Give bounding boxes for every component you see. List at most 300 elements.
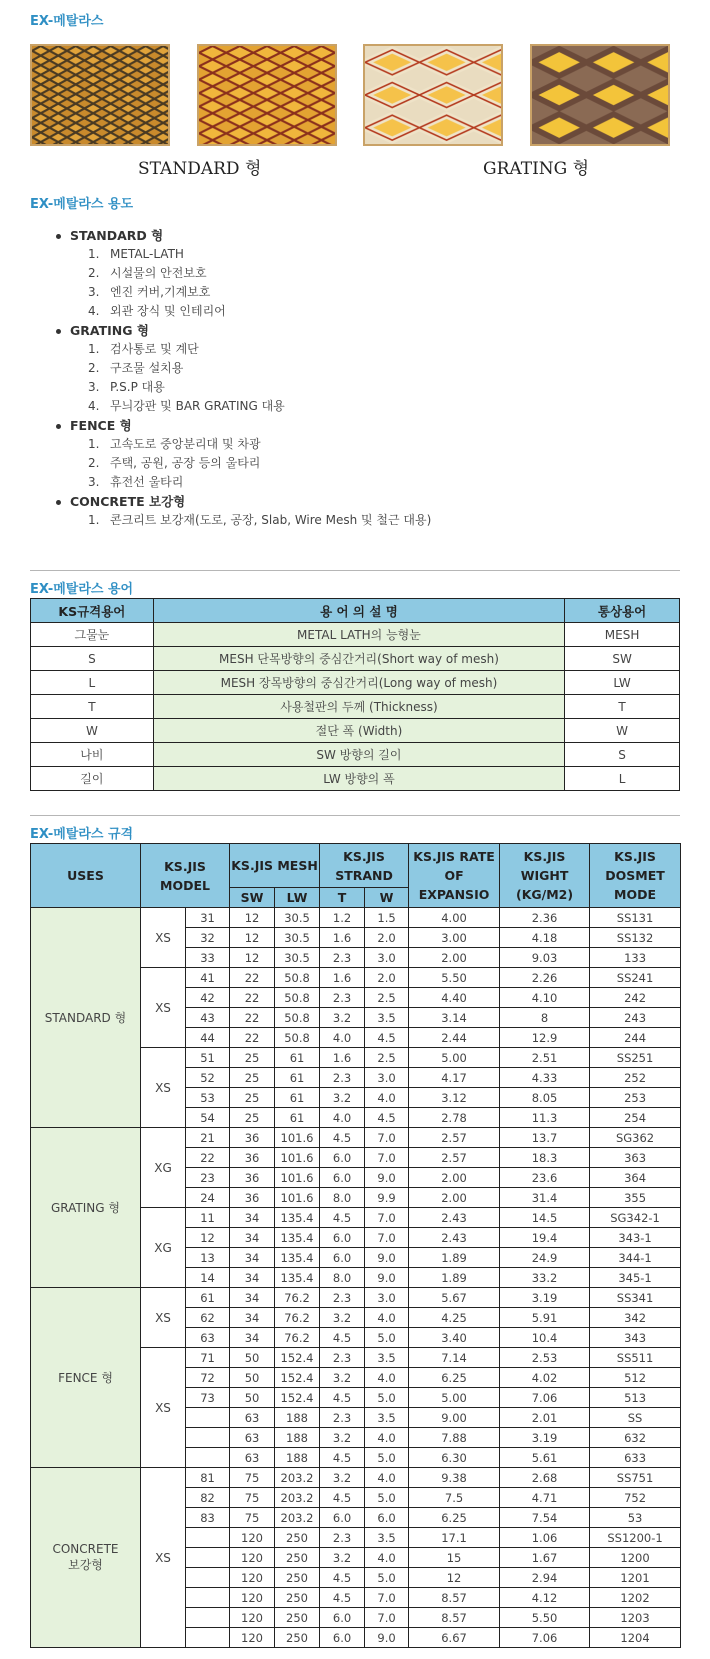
cell-t: 6.0 [320, 1228, 365, 1248]
cell-weight: 19.4 [500, 1228, 590, 1248]
cell-sw: 36 [230, 1128, 275, 1148]
use-item-text: 고속도로 중앙분리대 및 차광 [110, 437, 261, 451]
cell-weight: 4.33 [500, 1068, 590, 1088]
cell-t: 8.0 [320, 1188, 365, 1208]
cell-weight: 5.61 [500, 1448, 590, 1468]
caption-standard: STANDARD 형 [138, 159, 262, 179]
cell-sw: 75 [230, 1508, 275, 1528]
cell-sw: 34 [230, 1208, 275, 1228]
term-ks: S [31, 647, 154, 671]
cell-t: 2.3 [320, 988, 365, 1008]
use-item-number: 3. [88, 475, 100, 489]
term-ks: L [31, 671, 154, 695]
cell-lw: 250 [275, 1588, 320, 1608]
cell-weight: 2.26 [500, 968, 590, 988]
cell-rate: 5.00 [409, 1388, 500, 1408]
use-category: STANDARD 형 [52, 226, 552, 245]
cell-dosmet: 344-1 [590, 1248, 681, 1268]
cell-weight: 4.02 [500, 1368, 590, 1388]
cell-lw: 203.2 [275, 1468, 320, 1488]
cell-w: 9.0 [365, 1628, 409, 1648]
cell-w: 4.0 [365, 1088, 409, 1108]
cell-rate: 4.17 [409, 1068, 500, 1088]
cell-t: 4.0 [320, 1108, 365, 1128]
cell-lw: 50.8 [275, 988, 320, 1008]
cell-rate: 3.14 [409, 1008, 500, 1028]
spec-header-rate: KS.JIS RATE OF EXPANSIO [409, 844, 500, 908]
use-item-text: 엔진 커버,기계보호 [110, 285, 211, 299]
cell-lw: 76.2 [275, 1308, 320, 1328]
cell-weight: 2.36 [500, 908, 590, 928]
cell-model-no: 21 [186, 1128, 230, 1148]
cell-rate: 4.25 [409, 1308, 500, 1328]
cell-t: 6.0 [320, 1508, 365, 1528]
use-item [52, 359, 552, 378]
cell-dosmet: 133 [590, 948, 681, 968]
cell-rate: 6.67 [409, 1628, 500, 1648]
cell-lw: 203.2 [275, 1508, 320, 1528]
cell-rate: 4.40 [409, 988, 500, 1008]
standard-mesh-image-2 [197, 44, 337, 146]
cell-rate: 7.88 [409, 1428, 500, 1448]
cell-t: 6.0 [320, 1608, 365, 1628]
cell-w: 3.0 [365, 948, 409, 968]
cell-rate: 7.5 [409, 1488, 500, 1508]
cell-dosmet: 53 [590, 1508, 681, 1528]
term-common: SW [565, 647, 680, 671]
cell-rate: 8.57 [409, 1588, 500, 1608]
cell-rate: 5.00 [409, 1048, 500, 1068]
cell-dosmet: 342 [590, 1308, 681, 1328]
use-item-text: 검사통로 및 계단 [110, 342, 199, 356]
cell-t: 6.0 [320, 1168, 365, 1188]
terms-row [31, 767, 680, 791]
use-category: CONCRETE 보강형 [52, 492, 552, 511]
cell-sw: 22 [230, 988, 275, 1008]
spec-header-weight: KS.JIS WIGHT (KG/M2) [500, 844, 590, 908]
cell-weight: 7.06 [500, 1388, 590, 1408]
cell-dosmet: 1202 [590, 1588, 681, 1608]
cell-w: 3.5 [365, 1348, 409, 1368]
cell-model-no: 11 [186, 1208, 230, 1228]
cell-w: 9.0 [365, 1248, 409, 1268]
cell-sw: 25 [230, 1068, 275, 1088]
cell-t: 2.3 [320, 1528, 365, 1548]
cell-rate: 6.30 [409, 1448, 500, 1468]
spec-row [31, 1128, 681, 1148]
cell-lw: 135.4 [275, 1208, 320, 1228]
cell-w: 4.0 [365, 1308, 409, 1328]
cell-sw: 120 [230, 1608, 275, 1628]
cell-model: XG [141, 1128, 186, 1208]
cell-sw: 25 [230, 1048, 275, 1068]
term-desc: SW 방향의 길이 [153, 743, 564, 767]
use-item [52, 245, 552, 264]
spec-header-lw: LW [275, 888, 320, 908]
cell-dosmet: 513 [590, 1388, 681, 1408]
cell-model-no [186, 1448, 230, 1468]
cell-rate: 1.89 [409, 1268, 500, 1288]
term-desc: MESH 장목방향의 중심간거리(Long way of mesh) [153, 671, 564, 695]
cell-t: 2.3 [320, 1408, 365, 1428]
cell-model-no: 63 [186, 1328, 230, 1348]
cell-dosmet: 242 [590, 988, 681, 1008]
cell-lw: 101.6 [275, 1188, 320, 1208]
cell-sw: 34 [230, 1248, 275, 1268]
cell-weight: 4.71 [500, 1488, 590, 1508]
use-item [52, 511, 552, 530]
cell-model-no [186, 1408, 230, 1428]
section-title-spec: EX-메탈라스 규격 [30, 827, 134, 842]
term-common: LW [565, 671, 680, 695]
cell-sw: 25 [230, 1088, 275, 1108]
use-item-number: 4. [88, 399, 100, 413]
use-item-number: 2. [88, 456, 100, 470]
cell-weight: 3.19 [500, 1428, 590, 1448]
cell-rate: 4.00 [409, 908, 500, 928]
spec-header-uses: USES [31, 844, 141, 908]
cell-model-no: 31 [186, 908, 230, 928]
cell-model-no [186, 1608, 230, 1628]
cell-lw: 188 [275, 1408, 320, 1428]
cell-sw: 75 [230, 1488, 275, 1508]
cell-lw: 50.8 [275, 1008, 320, 1028]
term-desc: MESH 단목방향의 중심간거리(Short way of mesh) [153, 647, 564, 671]
cell-uses: CONCRETE 보강형 [31, 1468, 141, 1648]
spec-row [31, 908, 681, 928]
cell-w: 4.0 [365, 1548, 409, 1568]
cell-dosmet: SS511 [590, 1348, 681, 1368]
terms-header-desc: 용 어 의 설 명 [153, 599, 564, 623]
cell-lw: 152.4 [275, 1368, 320, 1388]
cell-model-no: 51 [186, 1048, 230, 1068]
use-item-text: 휴전선 울타리 [110, 475, 184, 489]
cell-dosmet: 633 [590, 1448, 681, 1468]
cell-weight: 5.50 [500, 1608, 590, 1628]
cell-w: 5.0 [365, 1488, 409, 1508]
cell-model: XS [141, 1048, 186, 1128]
cell-dosmet: SS341 [590, 1288, 681, 1308]
use-category: GRATING 형 [52, 321, 552, 340]
cell-sw: 50 [230, 1388, 275, 1408]
spec-header-w: W [365, 888, 409, 908]
cell-sw: 50 [230, 1368, 275, 1388]
cell-rate: 17.1 [409, 1528, 500, 1548]
cell-w: 3.5 [365, 1408, 409, 1428]
cell-weight: 4.12 [500, 1588, 590, 1608]
cell-model-no: 43 [186, 1008, 230, 1028]
cell-weight: 4.10 [500, 988, 590, 1008]
cell-rate: 5.67 [409, 1288, 500, 1308]
use-item [52, 378, 552, 397]
spec-table [30, 843, 681, 1648]
use-item-text: 주택, 공원, 공장 등의 울타리 [110, 456, 261, 470]
cell-weight: 24.9 [500, 1248, 590, 1268]
cell-sw: 34 [230, 1288, 275, 1308]
cell-rate: 9.38 [409, 1468, 500, 1488]
cell-lw: 152.4 [275, 1348, 320, 1368]
cell-lw: 135.4 [275, 1228, 320, 1248]
cell-w: 5.0 [365, 1568, 409, 1588]
use-item-number: 3. [88, 285, 100, 299]
cell-weight: 12.9 [500, 1028, 590, 1048]
cell-lw: 203.2 [275, 1488, 320, 1508]
use-item-number: 1. [88, 513, 100, 527]
term-common: S [565, 743, 680, 767]
cell-uses: GRATING 형 [31, 1128, 141, 1288]
cell-sw: 25 [230, 1108, 275, 1128]
cell-dosmet: SS751 [590, 1468, 681, 1488]
cell-dosmet: 244 [590, 1028, 681, 1048]
cell-w: 4.0 [365, 1428, 409, 1448]
cell-lw: 152.4 [275, 1388, 320, 1408]
cell-model-no: 82 [186, 1488, 230, 1508]
cell-t: 1.6 [320, 928, 365, 948]
standard-mesh-image-1 [30, 44, 170, 146]
cell-sw: 34 [230, 1228, 275, 1248]
cell-dosmet: 355 [590, 1188, 681, 1208]
cell-dosmet: 254 [590, 1108, 681, 1128]
cell-rate: 3.00 [409, 928, 500, 948]
cell-lw: 101.6 [275, 1168, 320, 1188]
cell-rate: 2.57 [409, 1148, 500, 1168]
cell-sw: 63 [230, 1428, 275, 1448]
use-item-number: 1. [88, 437, 100, 451]
divider [30, 815, 680, 816]
cell-uses: FENCE 형 [31, 1288, 141, 1468]
cell-w: 7.0 [365, 1608, 409, 1628]
cell-t: 4.5 [320, 1448, 365, 1468]
terms-row [31, 623, 680, 647]
use-item [52, 435, 552, 454]
cell-weight: 4.18 [500, 928, 590, 948]
cell-lw: 61 [275, 1068, 320, 1088]
use-item-number: 3. [88, 380, 100, 394]
grating-mesh-image-2 [530, 44, 670, 146]
use-item [52, 473, 552, 492]
terms-header-ks: KS규격용어 [31, 599, 154, 623]
cell-rate: 2.44 [409, 1028, 500, 1048]
cell-model-no [186, 1428, 230, 1448]
cell-w: 4.5 [365, 1028, 409, 1048]
term-ks: 길이 [31, 767, 154, 791]
cell-w: 7.0 [365, 1208, 409, 1228]
spec-header-t: T [320, 888, 365, 908]
cell-model-no [186, 1548, 230, 1568]
term-ks: 그물눈 [31, 623, 154, 647]
cell-model-no: 62 [186, 1308, 230, 1328]
cell-t: 6.0 [320, 1248, 365, 1268]
use-item-text: 콘크리트 보강재(도로, 공장, Slab, Wire Mesh 및 철근 대용) [110, 513, 432, 527]
use-item-number: 1. [88, 247, 100, 261]
cell-t: 3.2 [320, 1368, 365, 1388]
cell-weight: 2.01 [500, 1408, 590, 1428]
cell-lw: 61 [275, 1108, 320, 1128]
cell-dosmet: 243 [590, 1008, 681, 1028]
cell-model-no: 33 [186, 948, 230, 968]
cell-t: 4.5 [320, 1328, 365, 1348]
use-item [52, 397, 552, 416]
caption-grating: GRATING 형 [483, 159, 590, 179]
cell-sw: 75 [230, 1468, 275, 1488]
cell-rate: 15 [409, 1548, 500, 1568]
cell-sw: 63 [230, 1408, 275, 1428]
cell-weight: 8 [500, 1008, 590, 1028]
cell-t: 3.2 [320, 1088, 365, 1108]
cell-dosmet: 363 [590, 1148, 681, 1168]
cell-rate: 3.40 [409, 1328, 500, 1348]
terms-row [31, 671, 680, 695]
cell-model-no: 41 [186, 968, 230, 988]
cell-model: XS [141, 968, 186, 1048]
terms-row [31, 647, 680, 671]
use-item [52, 302, 552, 321]
cell-model: XG [141, 1208, 186, 1288]
cell-lw: 188 [275, 1428, 320, 1448]
cell-dosmet: 1200 [590, 1548, 681, 1568]
cell-sw: 63 [230, 1448, 275, 1468]
cell-weight: 11.3 [500, 1108, 590, 1128]
cell-model-no: 72 [186, 1368, 230, 1388]
cell-t: 3.2 [320, 1468, 365, 1488]
cell-weight: 3.19 [500, 1288, 590, 1308]
cell-w: 2.0 [365, 968, 409, 988]
cell-lw: 250 [275, 1548, 320, 1568]
cell-t: 2.3 [320, 1068, 365, 1088]
cell-weight: 13.7 [500, 1128, 590, 1148]
cell-model-no: 61 [186, 1288, 230, 1308]
cell-sw: 120 [230, 1628, 275, 1648]
cell-sw: 36 [230, 1168, 275, 1188]
cell-model: XS [141, 1288, 186, 1348]
cell-model-no: 83 [186, 1508, 230, 1528]
cell-rate: 8.57 [409, 1608, 500, 1628]
section-title-uses: EX-메탈라스 용도 [30, 197, 134, 212]
cell-t: 4.5 [320, 1568, 365, 1588]
cell-model-no: 54 [186, 1108, 230, 1128]
cell-dosmet: SS [590, 1408, 681, 1428]
cell-rate: 12 [409, 1568, 500, 1588]
cell-lw: 250 [275, 1528, 320, 1548]
cell-t: 4.5 [320, 1208, 365, 1228]
cell-dosmet: 343 [590, 1328, 681, 1348]
terms-table [30, 598, 680, 791]
cell-lw: 250 [275, 1568, 320, 1588]
cell-model-no [186, 1628, 230, 1648]
cell-weight: 31.4 [500, 1188, 590, 1208]
term-common: W [565, 719, 680, 743]
cell-weight: 2.51 [500, 1048, 590, 1068]
cell-sw: 120 [230, 1528, 275, 1548]
terms-row [31, 743, 680, 767]
cell-dosmet: 343-1 [590, 1228, 681, 1248]
cell-t: 3.2 [320, 1548, 365, 1568]
cell-model-no: 22 [186, 1148, 230, 1168]
cell-t: 4.5 [320, 1588, 365, 1608]
cell-model-no: 24 [186, 1188, 230, 1208]
cell-lw: 101.6 [275, 1148, 320, 1168]
terms-row [31, 695, 680, 719]
cell-dosmet: 252 [590, 1068, 681, 1088]
cell-weight: 33.2 [500, 1268, 590, 1288]
terms-header-common: 통상용어 [565, 599, 680, 623]
cell-model: XS [141, 1468, 186, 1648]
cell-t: 1.6 [320, 968, 365, 988]
cell-dosmet: SG362 [590, 1128, 681, 1148]
cell-dosmet: 512 [590, 1368, 681, 1388]
cell-rate: 6.25 [409, 1508, 500, 1528]
divider [30, 570, 680, 571]
cell-sw: 22 [230, 968, 275, 988]
cell-lw: 50.8 [275, 968, 320, 988]
cell-t: 4.0 [320, 1028, 365, 1048]
cell-model-no: 12 [186, 1228, 230, 1248]
cell-w: 4.0 [365, 1368, 409, 1388]
cell-t: 3.2 [320, 1308, 365, 1328]
cell-w: 3.5 [365, 1528, 409, 1548]
use-item-number: 2. [88, 361, 100, 375]
cell-weight: 5.91 [500, 1308, 590, 1328]
cell-t: 3.2 [320, 1428, 365, 1448]
spec-header-sw: SW [230, 888, 275, 908]
cell-lw: 101.6 [275, 1128, 320, 1148]
cell-model: XS [141, 908, 186, 968]
term-desc: LW 방향의 폭 [153, 767, 564, 791]
use-item [52, 340, 552, 359]
cell-model-no: 44 [186, 1028, 230, 1048]
cell-lw: 250 [275, 1608, 320, 1628]
cell-w: 1.5 [365, 908, 409, 928]
cell-w: 3.5 [365, 1008, 409, 1028]
cell-t: 8.0 [320, 1268, 365, 1288]
cell-dosmet: SS241 [590, 968, 681, 988]
cell-rate: 2.00 [409, 948, 500, 968]
uses-list [52, 226, 552, 530]
use-item-text: METAL-LATH [110, 247, 184, 261]
cell-weight: 1.67 [500, 1548, 590, 1568]
cell-model-no: 73 [186, 1388, 230, 1408]
cell-sw: 34 [230, 1268, 275, 1288]
use-item-text: P.S.P 대용 [110, 380, 165, 394]
cell-w: 9.0 [365, 1268, 409, 1288]
cell-lw: 250 [275, 1628, 320, 1648]
term-ks: 나비 [31, 743, 154, 767]
cell-rate: 9.00 [409, 1408, 500, 1428]
cell-sw: 22 [230, 1028, 275, 1048]
cell-w: 9.0 [365, 1168, 409, 1188]
cell-t: 1.6 [320, 1048, 365, 1068]
cell-weight: 9.03 [500, 948, 590, 968]
cell-t: 2.3 [320, 1348, 365, 1368]
cell-weight: 14.5 [500, 1208, 590, 1228]
cell-w: 4.0 [365, 1468, 409, 1488]
cell-weight: 23.6 [500, 1168, 590, 1188]
cell-dosmet: 752 [590, 1488, 681, 1508]
cell-w: 3.0 [365, 1068, 409, 1088]
use-item-text: 구조물 설치용 [110, 361, 184, 375]
term-ks: W [31, 719, 154, 743]
cell-rate: 2.57 [409, 1128, 500, 1148]
cell-lw: 50.8 [275, 1028, 320, 1048]
cell-model-no: 53 [186, 1088, 230, 1108]
cell-rate: 7.14 [409, 1348, 500, 1368]
cell-lw: 61 [275, 1048, 320, 1068]
spec-header-dosmet: KS.JIS DOSMET MODE [590, 844, 681, 908]
cell-lw: 61 [275, 1088, 320, 1108]
cell-rate: 5.50 [409, 968, 500, 988]
use-item [52, 454, 552, 473]
spec-header-strand: KS.JIS STRAND [320, 844, 409, 888]
